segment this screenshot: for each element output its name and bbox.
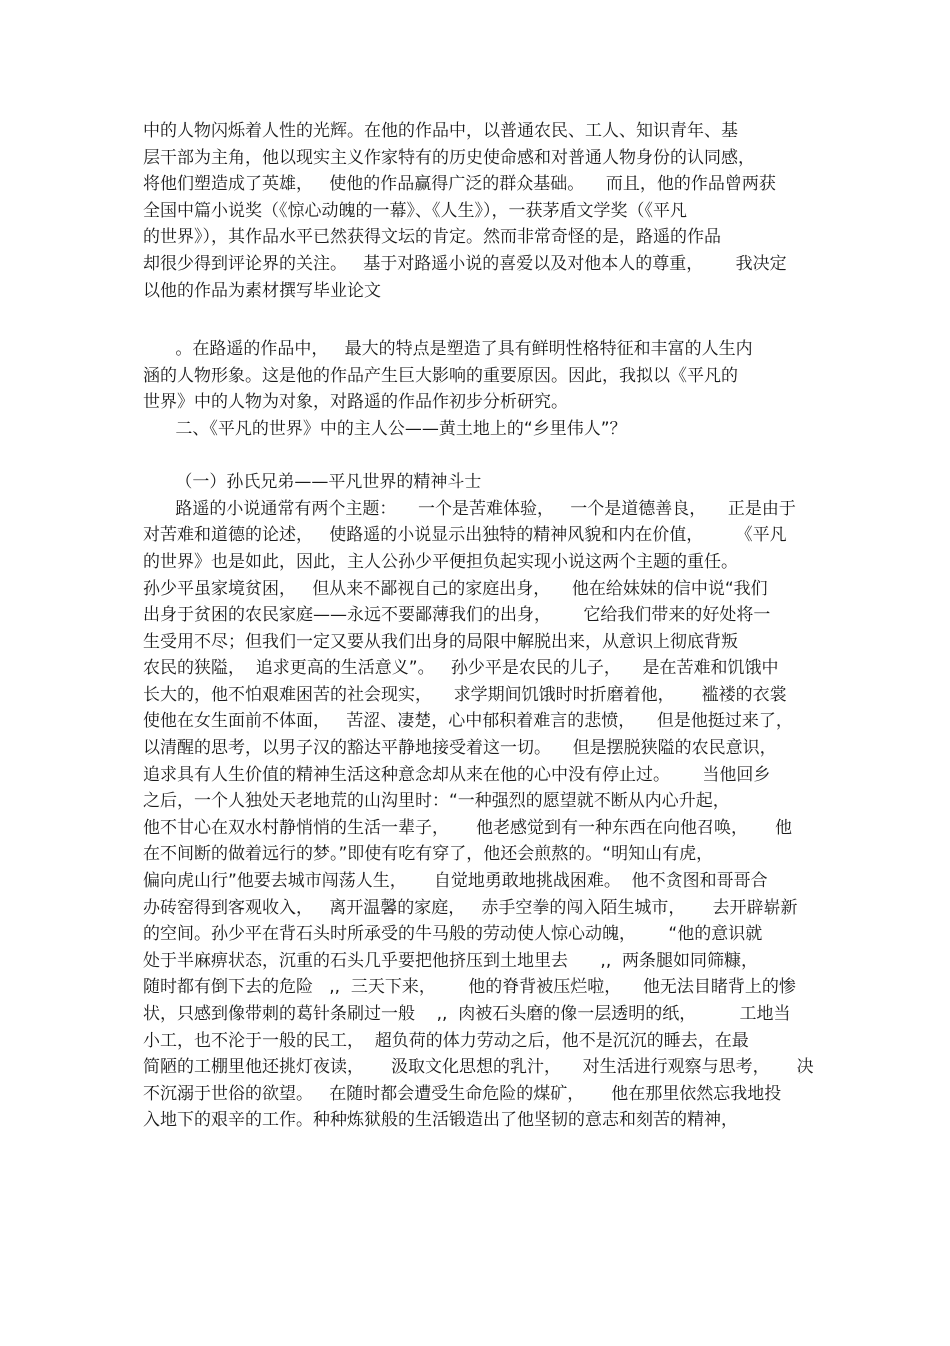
- text-line: 将他们塑造成了英雄， 使他的作品赢得广泛的群众基础。 而且，他的作品曾两获: [143, 174, 776, 195]
- text-line: 世界》中的人物为对象，对路遥的作品作初步分析研究。: [143, 392, 568, 413]
- text-line: 以他的作品为素材撰写毕业论文: [143, 280, 381, 301]
- text-line: 以清醒的思考，以男子汉的豁达平静地接受着这一切。 但是摆脱狭隘的农民意识，: [143, 738, 777, 759]
- text-line: 办砖窑得到客观收入， 离开温馨的家庭， 赤手空拳的闯入陌生城市， 去开辟崭新: [143, 897, 798, 918]
- text-line: 长大的，他不怕艰难困苦的社会现实， 求学期间饥饿时时折磨着他， 褴褛的衣裳: [143, 684, 787, 705]
- text-line: 对苦难和道德的论述， 使路遥的小说显示出独特的精神风貌和内在价值， 《平凡: [143, 525, 787, 546]
- text-line: 的世界》），其作品水平已然获得文坛的肯定。然而非常奇怪的是，路遥的作品: [143, 227, 721, 248]
- document-body: [143, 118, 815, 1134]
- text-line: 却很少得到评论界的关注。 基于对路遥小说的喜爱以及对他本人的尊重， 我决定: [143, 253, 787, 274]
- text-line: 路遥的小说通常有两个主题： 一个是苦难体验， 一个是道德善良， 正是由于: [143, 498, 796, 519]
- text-line: 他不甘心在双水村静悄悄的生活一辈子， 他老感觉到有一种东西在向他召唤， 他: [143, 817, 793, 838]
- subsection-heading: （一）孙氏兄弟——平凡世界的精神斗士: [143, 472, 482, 493]
- text-line: 小工，也不沦于一般的民工， 超负荷的体力劳动之后，他不是沉沉的睡去，在最: [143, 1030, 749, 1051]
- paragraph-purpose: [143, 336, 815, 416]
- text-line: 农民的狭隘， 追求更高的生活意义”。 孙少平是农民的儿子， 是在苦难和饥饿中: [143, 658, 779, 679]
- text-line: 随时都有倒下去的危险 ,, 三天下来， 他的脊背被压烂啦， 他无法目睹背上的惨: [143, 977, 796, 998]
- paragraph-main: [143, 496, 815, 1134]
- paragraph-gap: [143, 443, 815, 470]
- text-line: 追求具有人生价值的精神生活这种意念却从来在他的心中没有停止过。 当他回乡: [143, 764, 771, 785]
- text-line: 在不间断的做着远行的梦。”即使有吃有穿了，他还会煎熬的。“明知山有虎，: [143, 844, 714, 865]
- section-heading: 二、《平凡的世界》中的主人公——黄土地上的“乡里伟人”？: [143, 418, 627, 439]
- text-line: 简陋的工棚里他还挑灯夜读， 汲取文化思想的乳汁， 对生活进行观察与思考， 决: [143, 1057, 814, 1078]
- text-line: 全国中篇小说奖（《惊心动魄的一幕》、《人生》），一获茅盾文学奖（《平凡: [143, 200, 687, 221]
- text-line: 偏向虎山行”他要去城市闯荡人生， 自觉地勇敢地挑战困难。 他不贪图和哥哥合: [143, 871, 768, 892]
- text-line: 孙少平虽家境贫困， 但从来不鄙视自己的家庭出身， 他在给妹妹的信中说“我们: [143, 578, 768, 599]
- text-line: 的世界》也是如此，因此，主人公孙少平便担负起实现小说这两个主题的重任。: [143, 551, 738, 572]
- text-line: 出身于贫困的农民家庭——永远不要鄙薄我们的出身， 它给我们带来的好处将一: [143, 605, 771, 626]
- text-line: 涵的人物形象。这是他的作品产生巨大影响的重要原因。因此，我拟以《平凡的: [143, 365, 738, 386]
- text-line: 层干部为主角，他以现实主义作家特有的历史使命感和对普通人物身份的认同感，: [143, 147, 755, 168]
- text-line: 。在路遥的作品中， 最大的特点是塑造了具有鲜明性格特征和丰富的人生内: [143, 339, 753, 360]
- text-line: 之后，一个人独处天老地荒的山沟里时：“一种强烈的愿望就不断从内心升起，: [143, 791, 730, 812]
- text-line: 处于半麻痹状态，沉重的石头几乎要把他挤压到土地里去 ,, 两条腿如同筛糠，: [143, 950, 759, 971]
- text-line: 的空间。孙少平在背石头时所承受的牛马般的劳动使人惊心动魄， “他的意识就: [143, 924, 763, 945]
- text-line: 使他在女生面前不体面， 苦涩、凄楚，心中郁积着难言的悲愤， 但是他挺过来了，: [143, 711, 793, 732]
- paragraph-intro: [143, 118, 815, 304]
- paragraph-gap: [143, 304, 815, 336]
- text-line: 不沉溺于世俗的欲望。 在随时都会遭受生命危险的煤矿， 他在那里依然忘我地投: [143, 1083, 782, 1104]
- text-line: 状，只感到像带刺的葛针条刷过一般 ,, 肉被石头磨的像一层透明的纸， 工地当: [143, 1004, 791, 1024]
- text-line: 中的人物闪烁着人性的光辉。在他的作品中，以普通农民、工人、知识青年、基: [143, 121, 738, 141]
- text-line: 入地下的艰辛的工作。种种炼狱般的生活锻造出了他坚韧的意志和刻苦的精神，: [143, 1110, 738, 1131]
- text-line: 生受用不尽；但我们一定又要从我们出身的局限中解脱出来，从意识上彻底背叛: [143, 631, 738, 652]
